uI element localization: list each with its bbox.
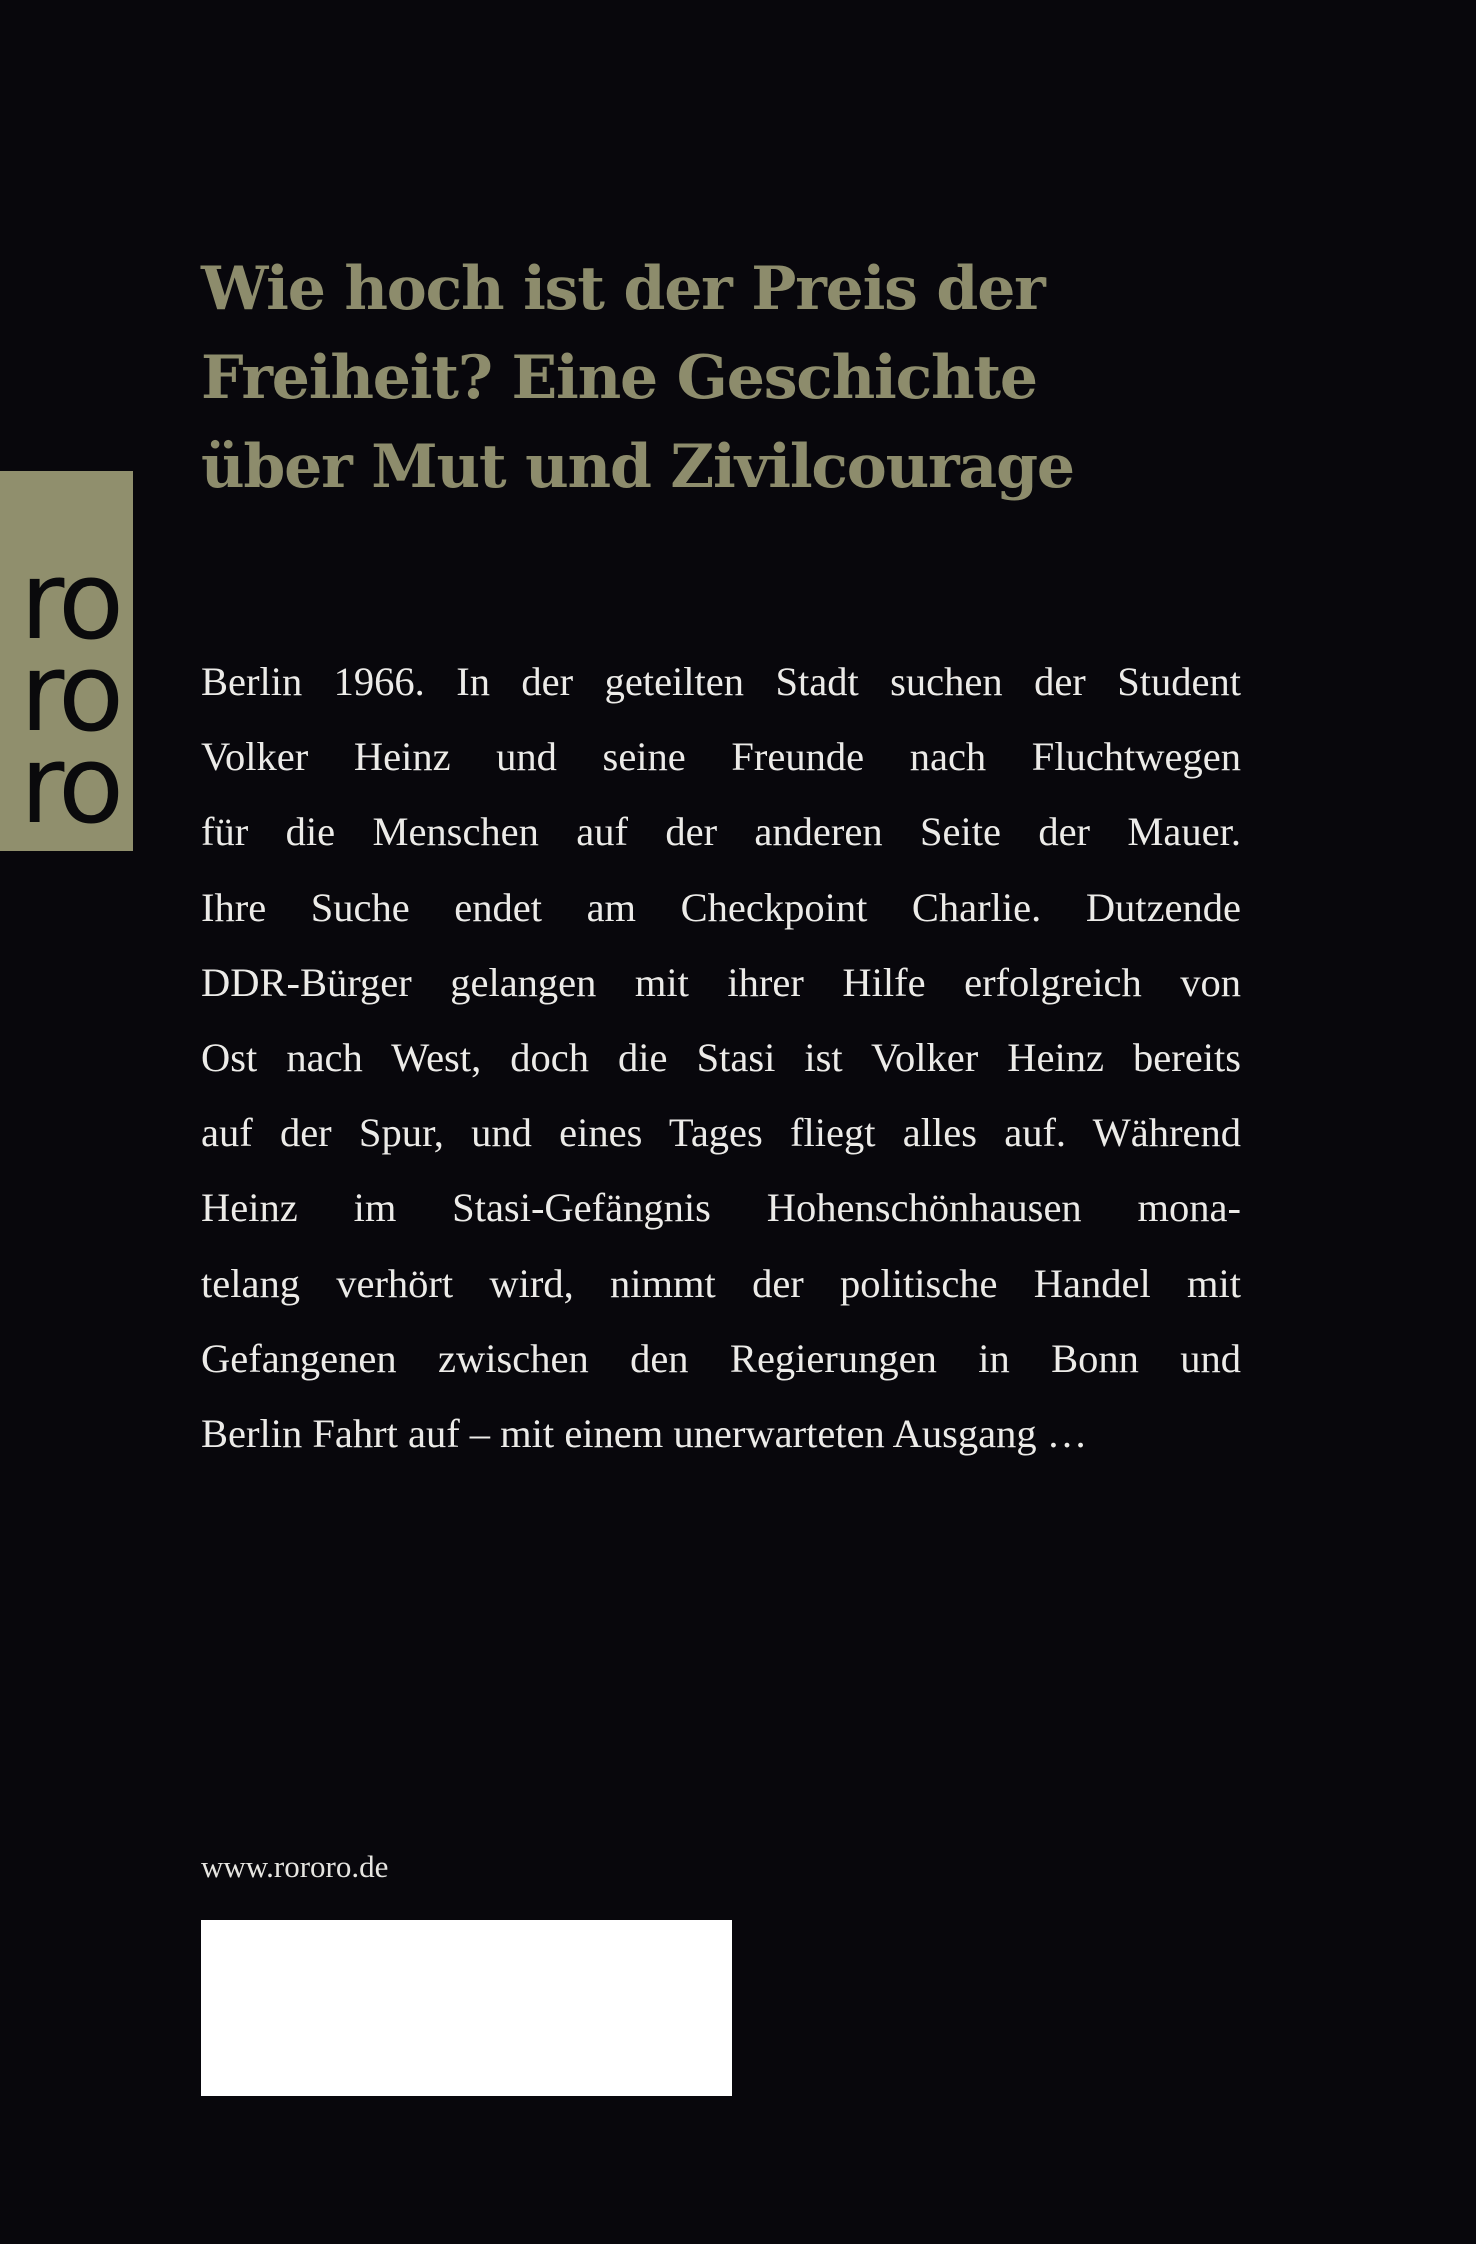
blurb-line: DDR-Bürger gelangen mit ihrer Hilfe erfolgreich von bbox=[201, 959, 1241, 1005]
blurb-line: auf der Spur, und eines Tages fliegt alles auf. Während bbox=[201, 1110, 1241, 1156]
blurb-line: Berlin 1966. In der geteilten Stadt suchen der Student bbox=[201, 659, 1241, 704]
blurb-line: telang verhört wird, nimmt der politische Handel mit bbox=[201, 1260, 1241, 1306]
logo-line: ro bbox=[20, 723, 121, 848]
headline bbox=[201, 245, 1301, 512]
headline-line: Wie hoch ist der Preis der bbox=[201, 254, 1045, 324]
blurb-line: für die Menschen auf der anderen Seite der Mauer. bbox=[201, 809, 1241, 855]
barcode-area bbox=[201, 1920, 732, 2096]
logo-line: ro bbox=[20, 539, 121, 664]
headline-line: Freiheit? Eine Geschichte bbox=[201, 343, 1037, 413]
logo-line: ro bbox=[20, 631, 121, 756]
blurb-line: Berlin Fahrt auf – mit einem unerwarteten Ausgang … bbox=[201, 1411, 1088, 1457]
blurb-text bbox=[201, 644, 1241, 1471]
blurb-line: Ihre Suche endet am Checkpoint Charlie. Dutzende bbox=[201, 884, 1241, 930]
blurb-line: Ost nach West, doch die Stasi ist Volker Heinz bereits bbox=[201, 1035, 1241, 1081]
blurb-line: Gefangenen zwischen den Regierungen in Bonn und bbox=[201, 1335, 1241, 1381]
blurb-line: Volker Heinz und seine Freunde nach Fluchtwegen bbox=[201, 734, 1241, 780]
website-url: www.rororo.de bbox=[201, 1849, 389, 1884]
rororo-logo bbox=[0, 471, 133, 851]
headline-line: über Mut und Zivilcourage bbox=[201, 432, 1074, 502]
blurb-line: Heinz im Stasi-Gefängnis Hohenschönhausen mona- bbox=[201, 1185, 1241, 1231]
